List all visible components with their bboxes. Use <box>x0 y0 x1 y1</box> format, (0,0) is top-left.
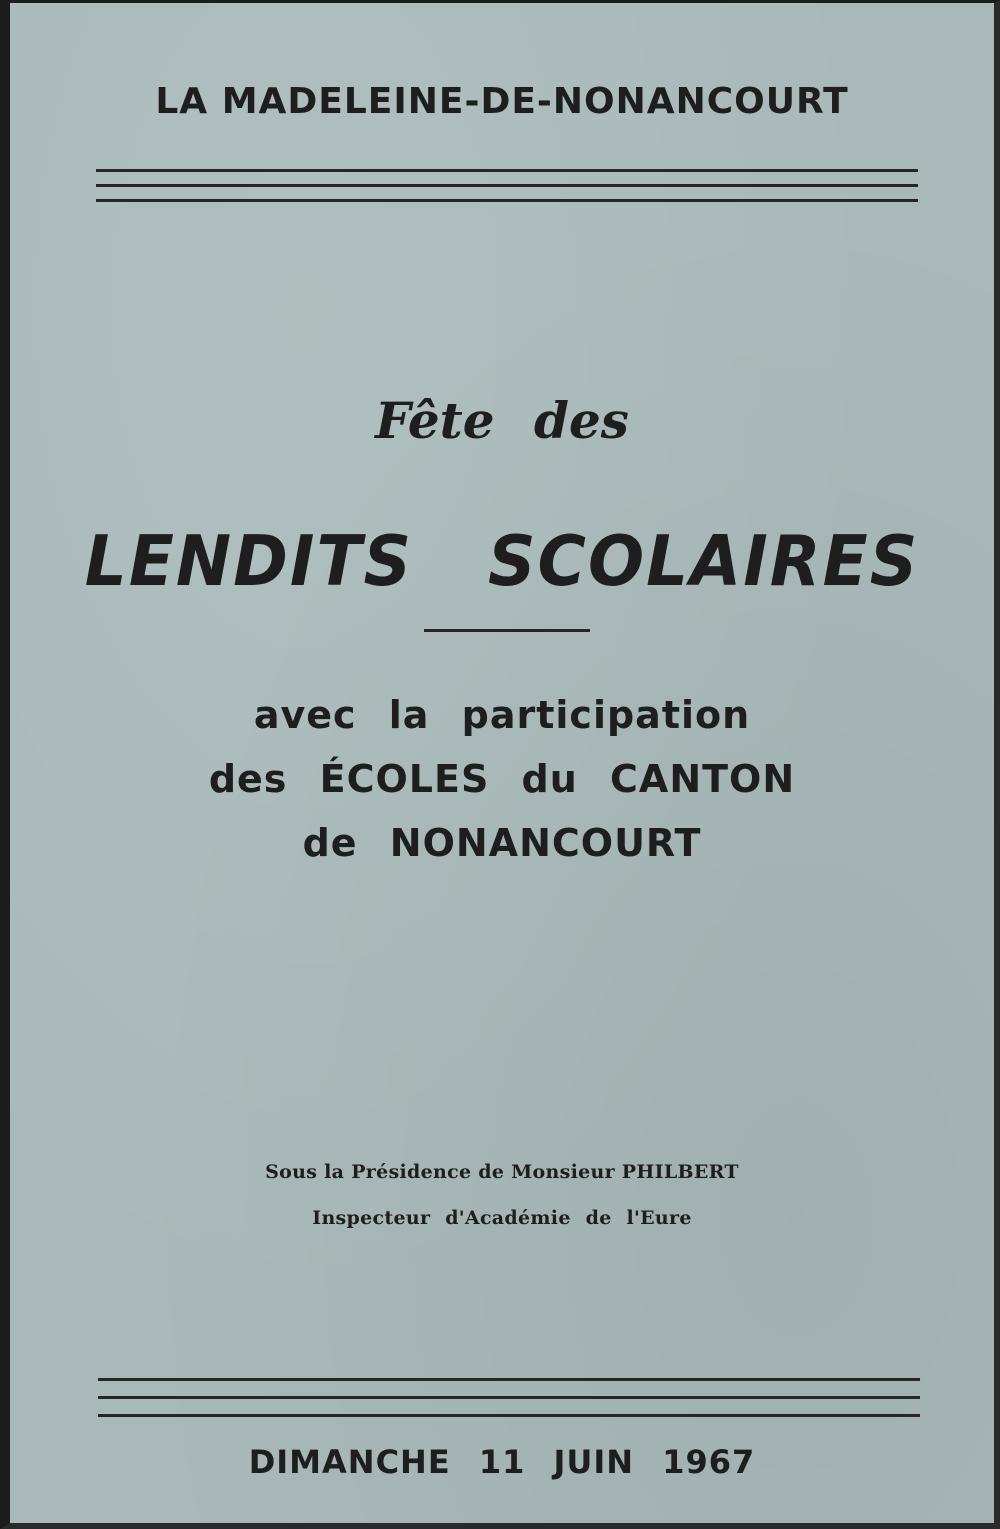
title-divider <box>424 629 590 632</box>
participation-line-3: de NONANCOURT <box>302 821 702 865</box>
participation-line-2: des ÉCOLES du CANTON <box>208 757 796 801</box>
bottom-rule-2 <box>98 1396 920 1399</box>
top-rule-1 <box>96 169 918 172</box>
town-heading: LA MADELEINE-DE-NONANCOURT <box>155 81 849 122</box>
top-rule-2 <box>96 184 918 187</box>
event-date: DIMANCHE 11 JUIN 1967 <box>248 1443 756 1481</box>
top-rule-3 <box>96 199 918 202</box>
participation-line-1: avec la participation <box>253 693 751 737</box>
fete-title: Fête des <box>375 391 629 450</box>
presidence-line-2: Inspecteur d'Académie de l'Eure <box>312 1207 692 1229</box>
bottom-rule-1 <box>98 1378 920 1381</box>
lendits-title: LENDITS SCOLAIRES <box>84 521 920 602</box>
presidence-line-1: Sous la Présidence de Monsieur PHILBERT <box>265 1161 739 1183</box>
bottom-rule-3 <box>98 1414 920 1417</box>
